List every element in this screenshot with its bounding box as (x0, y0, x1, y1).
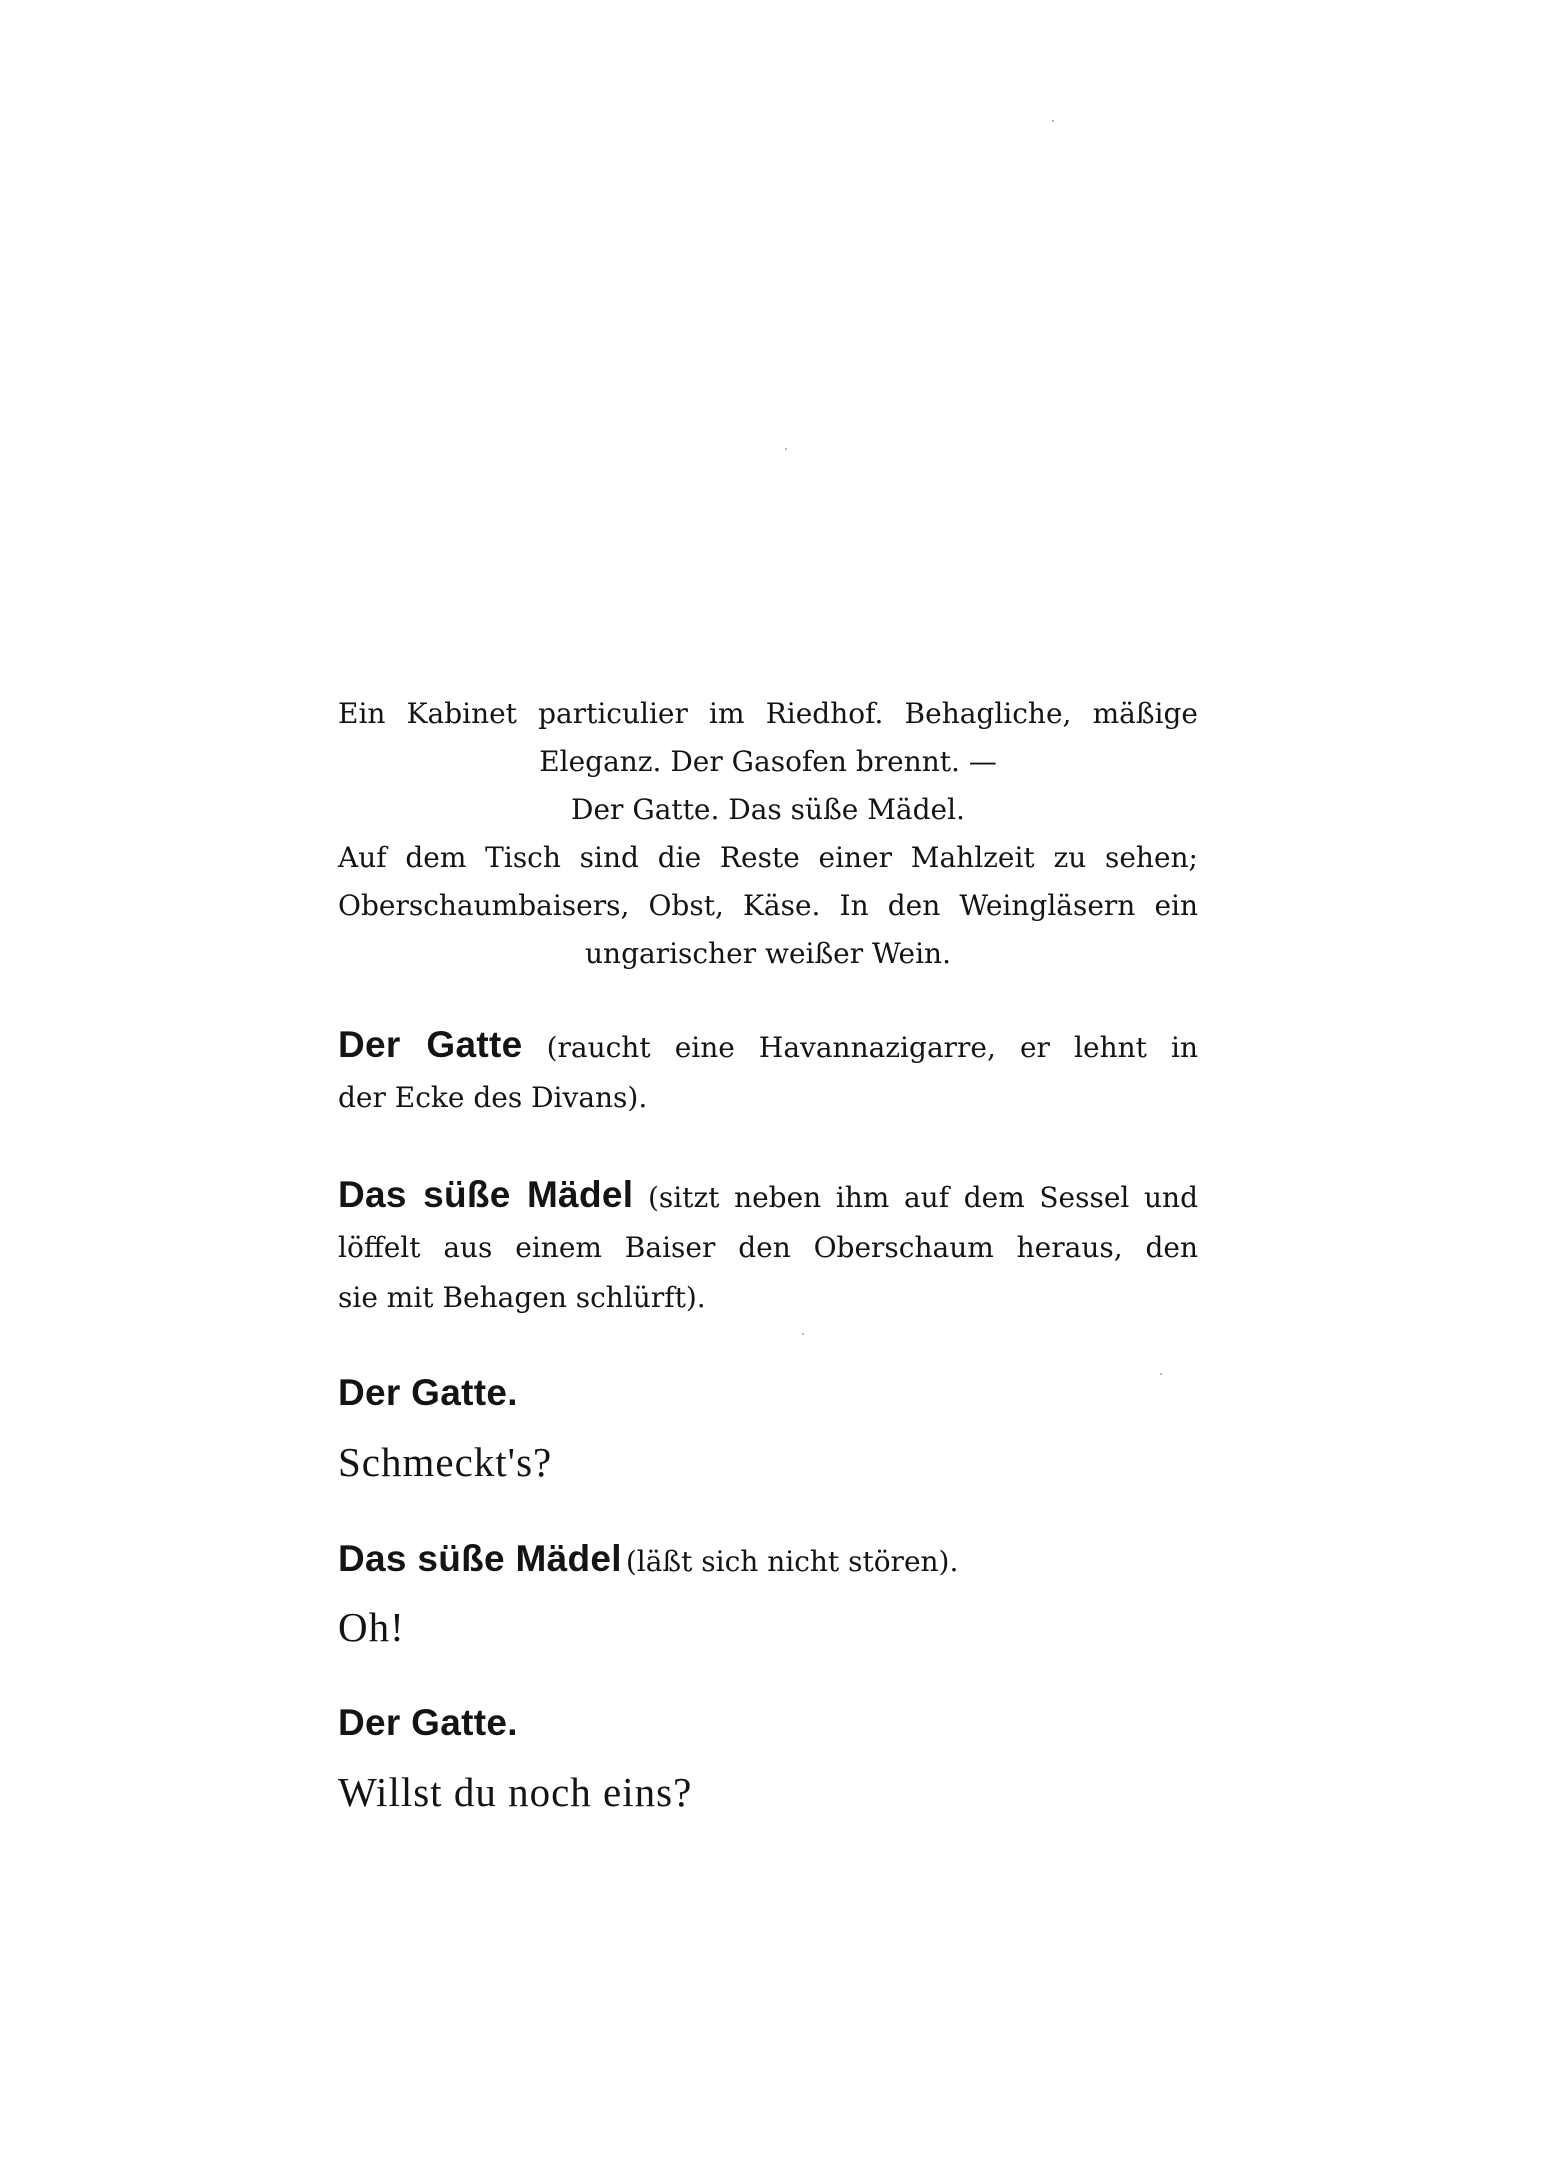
stage-direction-line: Ein Kabinet particulier im Riedhof. Behagliche, mäßige (338, 697, 1198, 730)
stage-direction (338, 690, 1198, 978)
speaker-block-maedel (338, 1170, 1198, 1323)
speaker-name: Der Gatte. (338, 1372, 518, 1413)
page-speck (1052, 120, 1054, 122)
stage-direction-line: Eleganz. Der Gasofen brennt. — (539, 745, 997, 778)
stage-direction-text: (sitzt neben ihm auf dem Sessel und (647, 1181, 1198, 1214)
stage-direction-line: ungarischer weißer Wein. (585, 937, 951, 970)
dialogue-line: Schmeckt's? (338, 1439, 553, 1485)
speaker-block-gatte (338, 1020, 1198, 1123)
speaker-line (338, 1170, 1198, 1223)
speaker-name: Der Gatte (338, 1024, 523, 1065)
stage-direction-line: Der Gatte. Das süße Mädel. (571, 793, 965, 826)
page-speck (785, 448, 787, 450)
stage-direction-text: (raucht eine Havannazigarre, er lehnt in (546, 1031, 1198, 1064)
speaker-line (338, 1020, 1198, 1073)
page-speck (802, 1333, 804, 1335)
speaker-line (338, 1538, 958, 1580)
speaker-name: Der Gatte. (338, 1702, 518, 1743)
speaker-line (338, 1702, 518, 1744)
stage-direction-text: löffelt aus einem Baiser den Oberschaum heraus, den (338, 1231, 1198, 1264)
stage-direction-text: sie mit Behagen schlürft). (338, 1281, 706, 1314)
dialogue-line: Oh! (338, 1604, 405, 1650)
speaker-name: Das süße Mädel (338, 1174, 634, 1215)
dialogue-line: Willst du noch eins? (338, 1769, 693, 1815)
page-speck (1160, 1373, 1162, 1375)
stage-direction-text: (läßt sich nicht stören). (625, 1545, 959, 1578)
speaker-name: Das süße Mädel (338, 1538, 622, 1579)
stage-direction-text: der Ecke des Divans). (338, 1081, 648, 1114)
stage-direction-line: Auf dem Tisch sind die Reste einer Mahlzeit zu sehen; (338, 841, 1198, 874)
stage-direction-line: Oberschaumbaisers, Obst, Käse. In den Weingläsern ein (338, 889, 1198, 922)
speaker-line (338, 1372, 518, 1414)
